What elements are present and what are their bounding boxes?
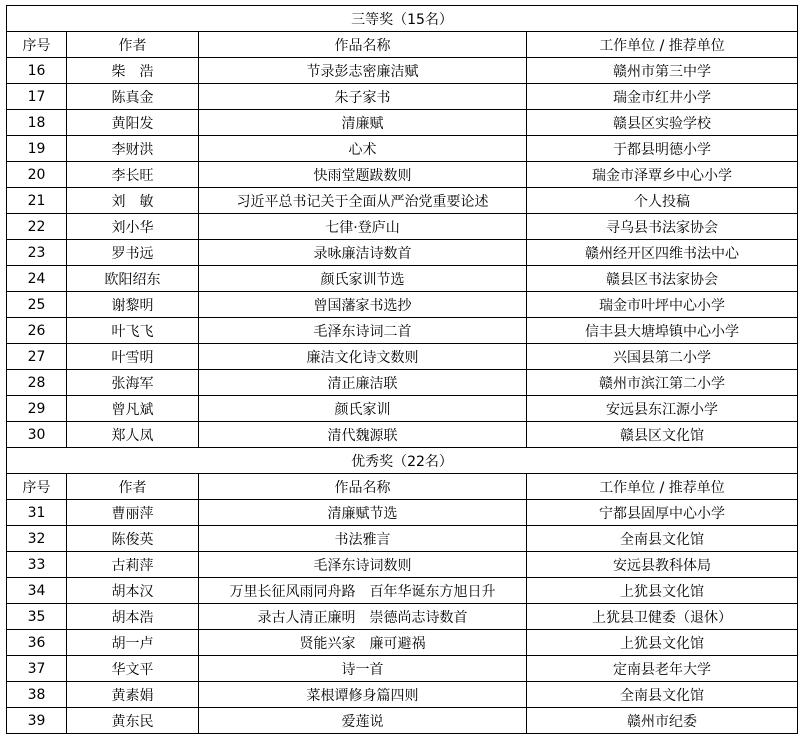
header-row	[7, 32, 798, 58]
work-title-cell: 七律·登庐山	[199, 214, 527, 240]
index-cell: 27	[7, 344, 67, 370]
work-title-cell: 毛泽东诗词数则	[199, 552, 527, 578]
index-cell: 24	[7, 266, 67, 292]
table-row	[7, 240, 798, 266]
index-cell: 35	[7, 604, 67, 630]
index-cell: 20	[7, 162, 67, 188]
unit-cell: 瑞金市叶坪中心小学	[527, 292, 798, 318]
work-title-cell: 颜氏家训节选	[199, 266, 527, 292]
table-row	[7, 526, 798, 552]
unit-cell: 赣县区书法家协会	[527, 266, 798, 292]
work-title-cell: 诗一首	[199, 656, 527, 682]
index-cell: 18	[7, 110, 67, 136]
table-row	[7, 578, 798, 604]
table-row	[7, 682, 798, 708]
table-row	[7, 266, 798, 292]
author-cell: 郑人凤	[67, 422, 199, 448]
work-title-cell: 节录彭志密廉洁赋	[199, 58, 527, 84]
header-index: 序号	[7, 32, 67, 58]
author-cell: 李长旺	[67, 162, 199, 188]
table-row	[7, 58, 798, 84]
unit-cell: 瑞金市红井小学	[527, 84, 798, 110]
table-row	[7, 552, 798, 578]
author-cell: 华文平	[67, 656, 199, 682]
unit-cell: 上犹县文化馆	[527, 578, 798, 604]
index-cell: 22	[7, 214, 67, 240]
table-row	[7, 422, 798, 448]
table-row	[7, 500, 798, 526]
unit-cell: 赣州经开区四维书法中心	[527, 240, 798, 266]
unit-cell: 全南县文化馆	[527, 526, 798, 552]
work-title-cell: 颜氏家训	[199, 396, 527, 422]
unit-cell: 信丰县大塘埠镇中心小学	[527, 318, 798, 344]
work-title-cell: 清正廉洁联	[199, 370, 527, 396]
unit-cell: 定南县老年大学	[527, 656, 798, 682]
author-cell: 陈俊英	[67, 526, 199, 552]
unit-cell: 宁都县固厚中心小学	[527, 500, 798, 526]
work-title-cell: 录古人清正廉明 崇德尚志诗数首	[199, 604, 527, 630]
work-title-cell: 习近平总书记关于全面从严治党重要论述	[199, 188, 527, 214]
table-row	[7, 370, 798, 396]
unit-cell: 安远县教科体局	[527, 552, 798, 578]
awards-table	[6, 5, 798, 734]
table-row	[7, 188, 798, 214]
index-cell: 28	[7, 370, 67, 396]
index-cell: 34	[7, 578, 67, 604]
author-cell: 罗书远	[67, 240, 199, 266]
table-row	[7, 110, 798, 136]
unit-cell: 个人投稿	[527, 188, 798, 214]
index-cell: 23	[7, 240, 67, 266]
table-row	[7, 162, 798, 188]
awards-table-body	[7, 6, 798, 734]
header-index: 序号	[7, 474, 67, 500]
unit-cell: 赣县区实验学校	[527, 110, 798, 136]
header-author: 作者	[67, 32, 199, 58]
author-cell: 曹丽萍	[67, 500, 199, 526]
table-row	[7, 344, 798, 370]
work-title-cell: 快雨堂题跋数则	[199, 162, 527, 188]
table-row	[7, 318, 798, 344]
table-row	[7, 708, 798, 734]
index-cell: 16	[7, 58, 67, 84]
author-cell: 黄东民	[67, 708, 199, 734]
unit-cell: 寻乌县书法家协会	[527, 214, 798, 240]
index-cell: 17	[7, 84, 67, 110]
index-cell: 36	[7, 630, 67, 656]
unit-cell: 全南县文化馆	[527, 682, 798, 708]
index-cell: 21	[7, 188, 67, 214]
index-cell: 26	[7, 318, 67, 344]
author-cell: 李财洪	[67, 136, 199, 162]
index-cell: 29	[7, 396, 67, 422]
work-title-cell: 毛泽东诗词二首	[199, 318, 527, 344]
author-cell: 叶雪明	[67, 344, 199, 370]
author-cell: 黄素娟	[67, 682, 199, 708]
author-cell: 柴 浩	[67, 58, 199, 84]
work-title-cell: 清代魏源联	[199, 422, 527, 448]
unit-cell: 赣州市滨江第二小学	[527, 370, 798, 396]
table-row	[7, 630, 798, 656]
work-title-cell: 廉洁文化诗文数则	[199, 344, 527, 370]
unit-cell: 赣州市第三中学	[527, 58, 798, 84]
index-cell: 19	[7, 136, 67, 162]
unit-cell: 瑞金市泽覃乡中心小学	[527, 162, 798, 188]
header-work-title: 作品名称	[199, 474, 527, 500]
author-cell: 刘小华	[67, 214, 199, 240]
work-title-cell: 清廉赋节选	[199, 500, 527, 526]
table-row	[7, 84, 798, 110]
unit-cell: 兴国县第二小学	[527, 344, 798, 370]
index-cell: 38	[7, 682, 67, 708]
work-title-cell: 贤能兴家 廉可避祸	[199, 630, 527, 656]
author-cell: 陈真金	[67, 84, 199, 110]
table-row	[7, 656, 798, 682]
header-unit: 工作单位 / 推荐单位	[527, 32, 798, 58]
section-title: 优秀奖（22名）	[7, 448, 798, 474]
author-cell: 古莉萍	[67, 552, 199, 578]
header-unit: 工作单位 / 推荐单位	[527, 474, 798, 500]
table-row	[7, 214, 798, 240]
work-title-cell: 清廉赋	[199, 110, 527, 136]
work-title-cell: 菜根谭修身篇四则	[199, 682, 527, 708]
author-cell: 叶飞飞	[67, 318, 199, 344]
unit-cell: 赣州市纪委	[527, 708, 798, 734]
unit-cell: 上犹县文化馆	[527, 630, 798, 656]
author-cell: 欧阳绍东	[67, 266, 199, 292]
unit-cell: 于都县明德小学	[527, 136, 798, 162]
index-cell: 31	[7, 500, 67, 526]
section-title-row	[7, 6, 798, 32]
table-row	[7, 136, 798, 162]
header-author: 作者	[67, 474, 199, 500]
work-title-cell: 心术	[199, 136, 527, 162]
author-cell: 刘 敏	[67, 188, 199, 214]
work-title-cell: 万里长征风雨同舟路 百年华诞东方旭日升	[199, 578, 527, 604]
section-title: 三等奖（15名）	[7, 6, 798, 32]
index-cell: 39	[7, 708, 67, 734]
unit-cell: 赣县区文化馆	[527, 422, 798, 448]
index-cell: 30	[7, 422, 67, 448]
author-cell: 胡一卢	[67, 630, 199, 656]
author-cell: 张海军	[67, 370, 199, 396]
index-cell: 32	[7, 526, 67, 552]
work-title-cell: 录咏廉洁诗数首	[199, 240, 527, 266]
author-cell: 胡本汉	[67, 578, 199, 604]
table-row	[7, 396, 798, 422]
table-row	[7, 604, 798, 630]
work-title-cell: 爱莲说	[199, 708, 527, 734]
author-cell: 黄阳发	[67, 110, 199, 136]
author-cell: 胡本浩	[67, 604, 199, 630]
work-title-cell: 书法雅言	[199, 526, 527, 552]
table-row	[7, 292, 798, 318]
author-cell: 谢黎明	[67, 292, 199, 318]
work-title-cell: 朱子家书	[199, 84, 527, 110]
index-cell: 37	[7, 656, 67, 682]
header-work-title: 作品名称	[199, 32, 527, 58]
work-title-cell: 曾国藩家书选抄	[199, 292, 527, 318]
index-cell: 25	[7, 292, 67, 318]
author-cell: 曾凡斌	[67, 396, 199, 422]
section-title-row	[7, 448, 798, 474]
index-cell: 33	[7, 552, 67, 578]
header-row	[7, 474, 798, 500]
unit-cell: 安远县东江源小学	[527, 396, 798, 422]
unit-cell: 上犹县卫健委（退休）	[527, 604, 798, 630]
